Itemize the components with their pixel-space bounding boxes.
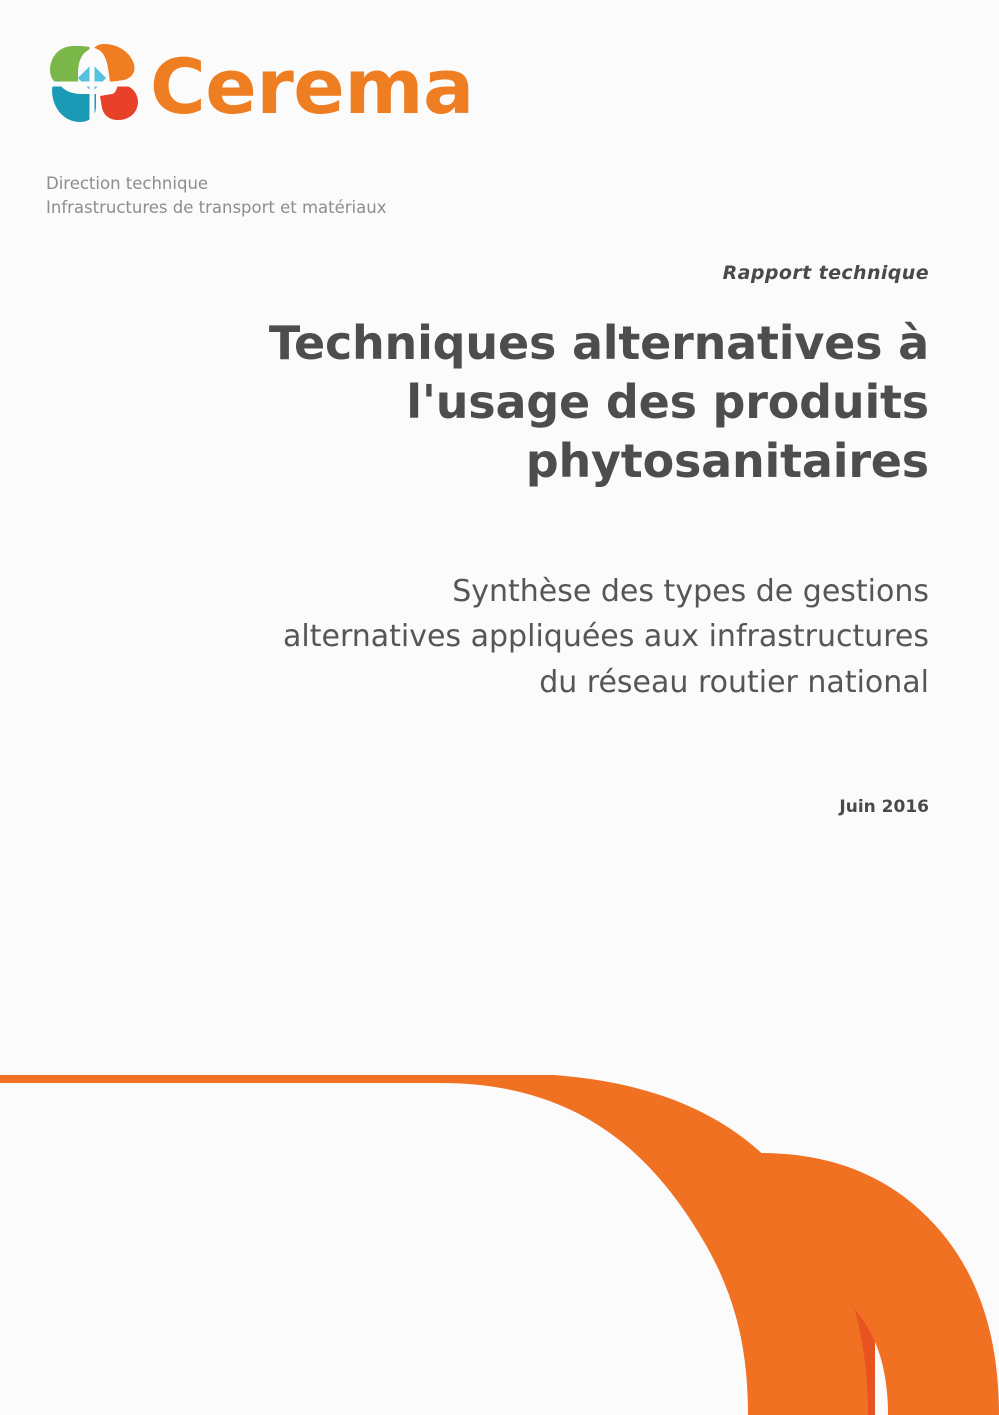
orange-road-curve-graphic	[0, 1075, 999, 1415]
page-subtitle-line-2: alternatives appliquées aux infrastructures	[283, 619, 929, 655]
document-kind-label: Rapport technique	[722, 262, 929, 284]
page-subtitle-line-3: du réseau routier national	[539, 664, 929, 700]
brand-wordmark: Cerema	[150, 42, 474, 131]
page-subtitle	[229, 569, 929, 706]
cover-title-area	[229, 262, 929, 817]
department-line-2: Infrastructures de transport et matériaux	[46, 197, 387, 217]
brand-logo	[44, 38, 474, 130]
page-subtitle-line-1: Synthèse des types de gestions	[452, 573, 929, 609]
department-block	[46, 172, 386, 220]
department-line-1: Direction technique	[46, 174, 209, 193]
page-title: Techniques alternatives à l'usage des produits phytosanitaires	[268, 316, 929, 488]
cerema-cross-logo-icon	[44, 38, 142, 130]
publication-date: Juin 2016	[839, 797, 929, 818]
